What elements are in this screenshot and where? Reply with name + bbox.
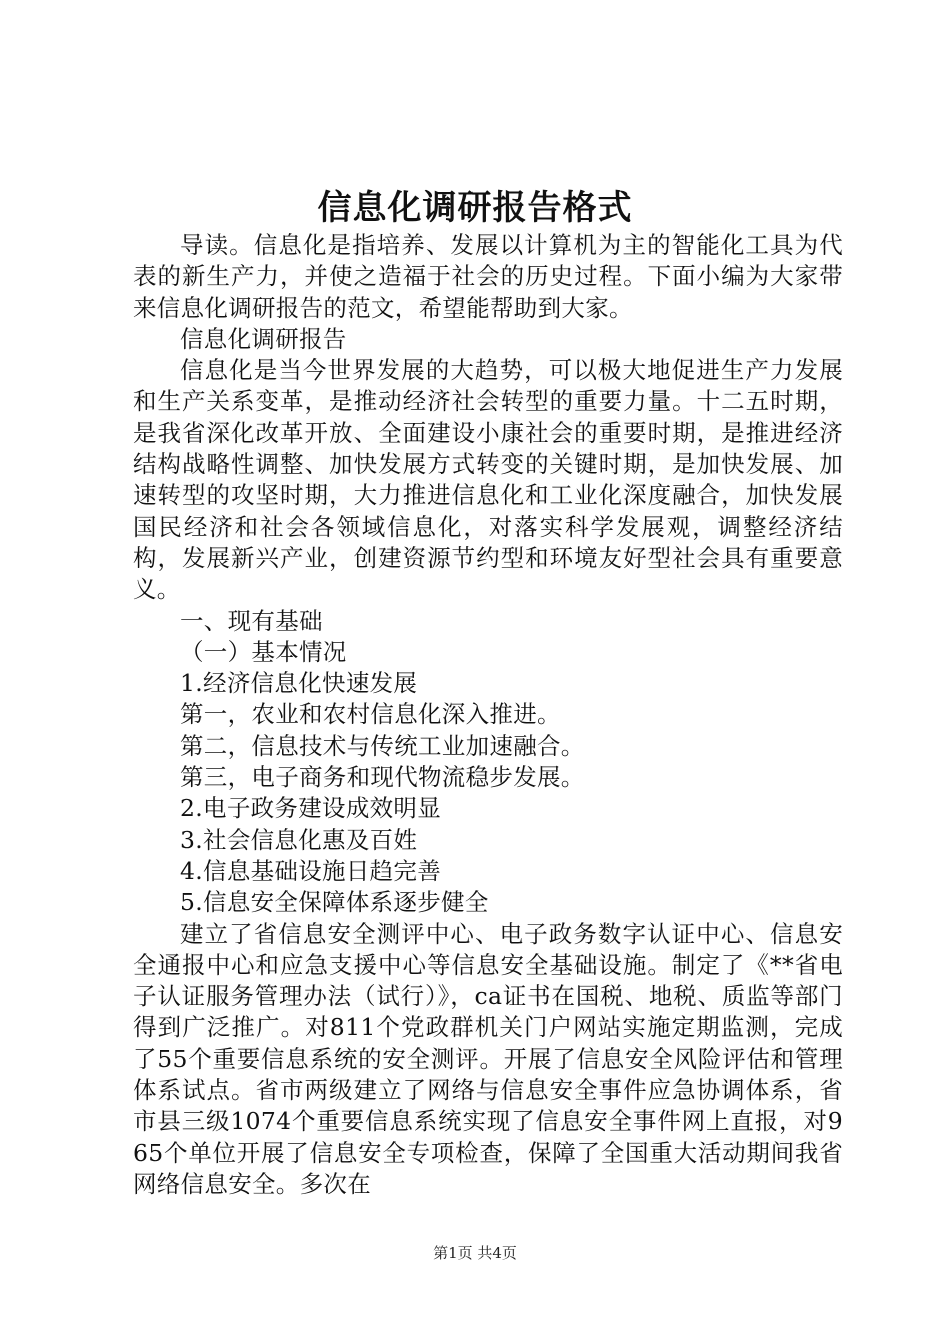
- body-paragraph: 建立了省信息安全测评中心、电子政务数字认证中心、信息安全通报中心和应急支援中心等信息安全基础设施。制定了《**省电子认证服务管理办法（试行）》，ca证书在国税、地税、质监等部门得到广泛推广。对811个党政群机关门户网站实施定期监测，完成了55个重要信息系统的安全测评。开展了信息安全风险评估和管理体系试点。省市两级建立了网络与信息安全事件应急协调体系，省市县三级1074个重要信息系统实现了信息安全事件网上直报，对965个单位开展了信息安全专项检查，保障了全国重大活动期间我省网络信息安全。多次在: [133, 919, 843, 1198]
- section-heading: 一、现有基础: [180, 606, 323, 635]
- page-footer: 第1页 共4页: [433, 1244, 517, 1262]
- list-item: 1.经济信息化快速发展: [180, 669, 418, 698]
- list-item: 2.电子政务建设成效明显: [180, 794, 442, 823]
- list-item: 5.信息安全保障体系逐步健全: [180, 888, 489, 917]
- list-item: 4.信息基础设施日趋完善: [180, 856, 442, 885]
- report-subtitle: 信息化调研报告: [180, 324, 347, 353]
- intro-paragraph: 导读。信息化是指培养、发展以计算机为主的智能化工具为代表的新生产力，并使之造福于社会的历史过程。下面小编为大家带来信息化调研报告的范文，希望能帮助到大家。: [133, 231, 843, 322]
- document-body: [133, 230, 843, 1200]
- list-item: 第三，电子商务和现代物流稳步发展。: [180, 763, 585, 792]
- list-item: 3.社会信息化惠及百姓: [180, 825, 418, 854]
- body-paragraph: 信息化是当今世界发展的大趋势，可以极大地促进生产力发展和生产关系变革，是推动经济社会转型的重要力量。十二五时期，是我省深化改革开放、全面建设小康社会的重要时期，是推进经济结构战略性调整、加快发展方式转变的关键时期，是加快发展、加速转型的攻坚时期，大力推进信息化和工业化深度融合，加快发展国民经济和社会各领域信息化，对落实科学发展观，调整经济结构，发展新兴产业，创建资源节约型和环境友好型社会具有重要意义。: [133, 356, 843, 604]
- list-item: 第一，农业和农村信息化深入推进。: [180, 700, 561, 729]
- list-item: 第二，信息技术与传统工业加速融合。: [180, 731, 585, 760]
- subsection-heading: （一）基本情况: [180, 637, 347, 666]
- document-title: 信息化调研报告格式: [317, 188, 633, 228]
